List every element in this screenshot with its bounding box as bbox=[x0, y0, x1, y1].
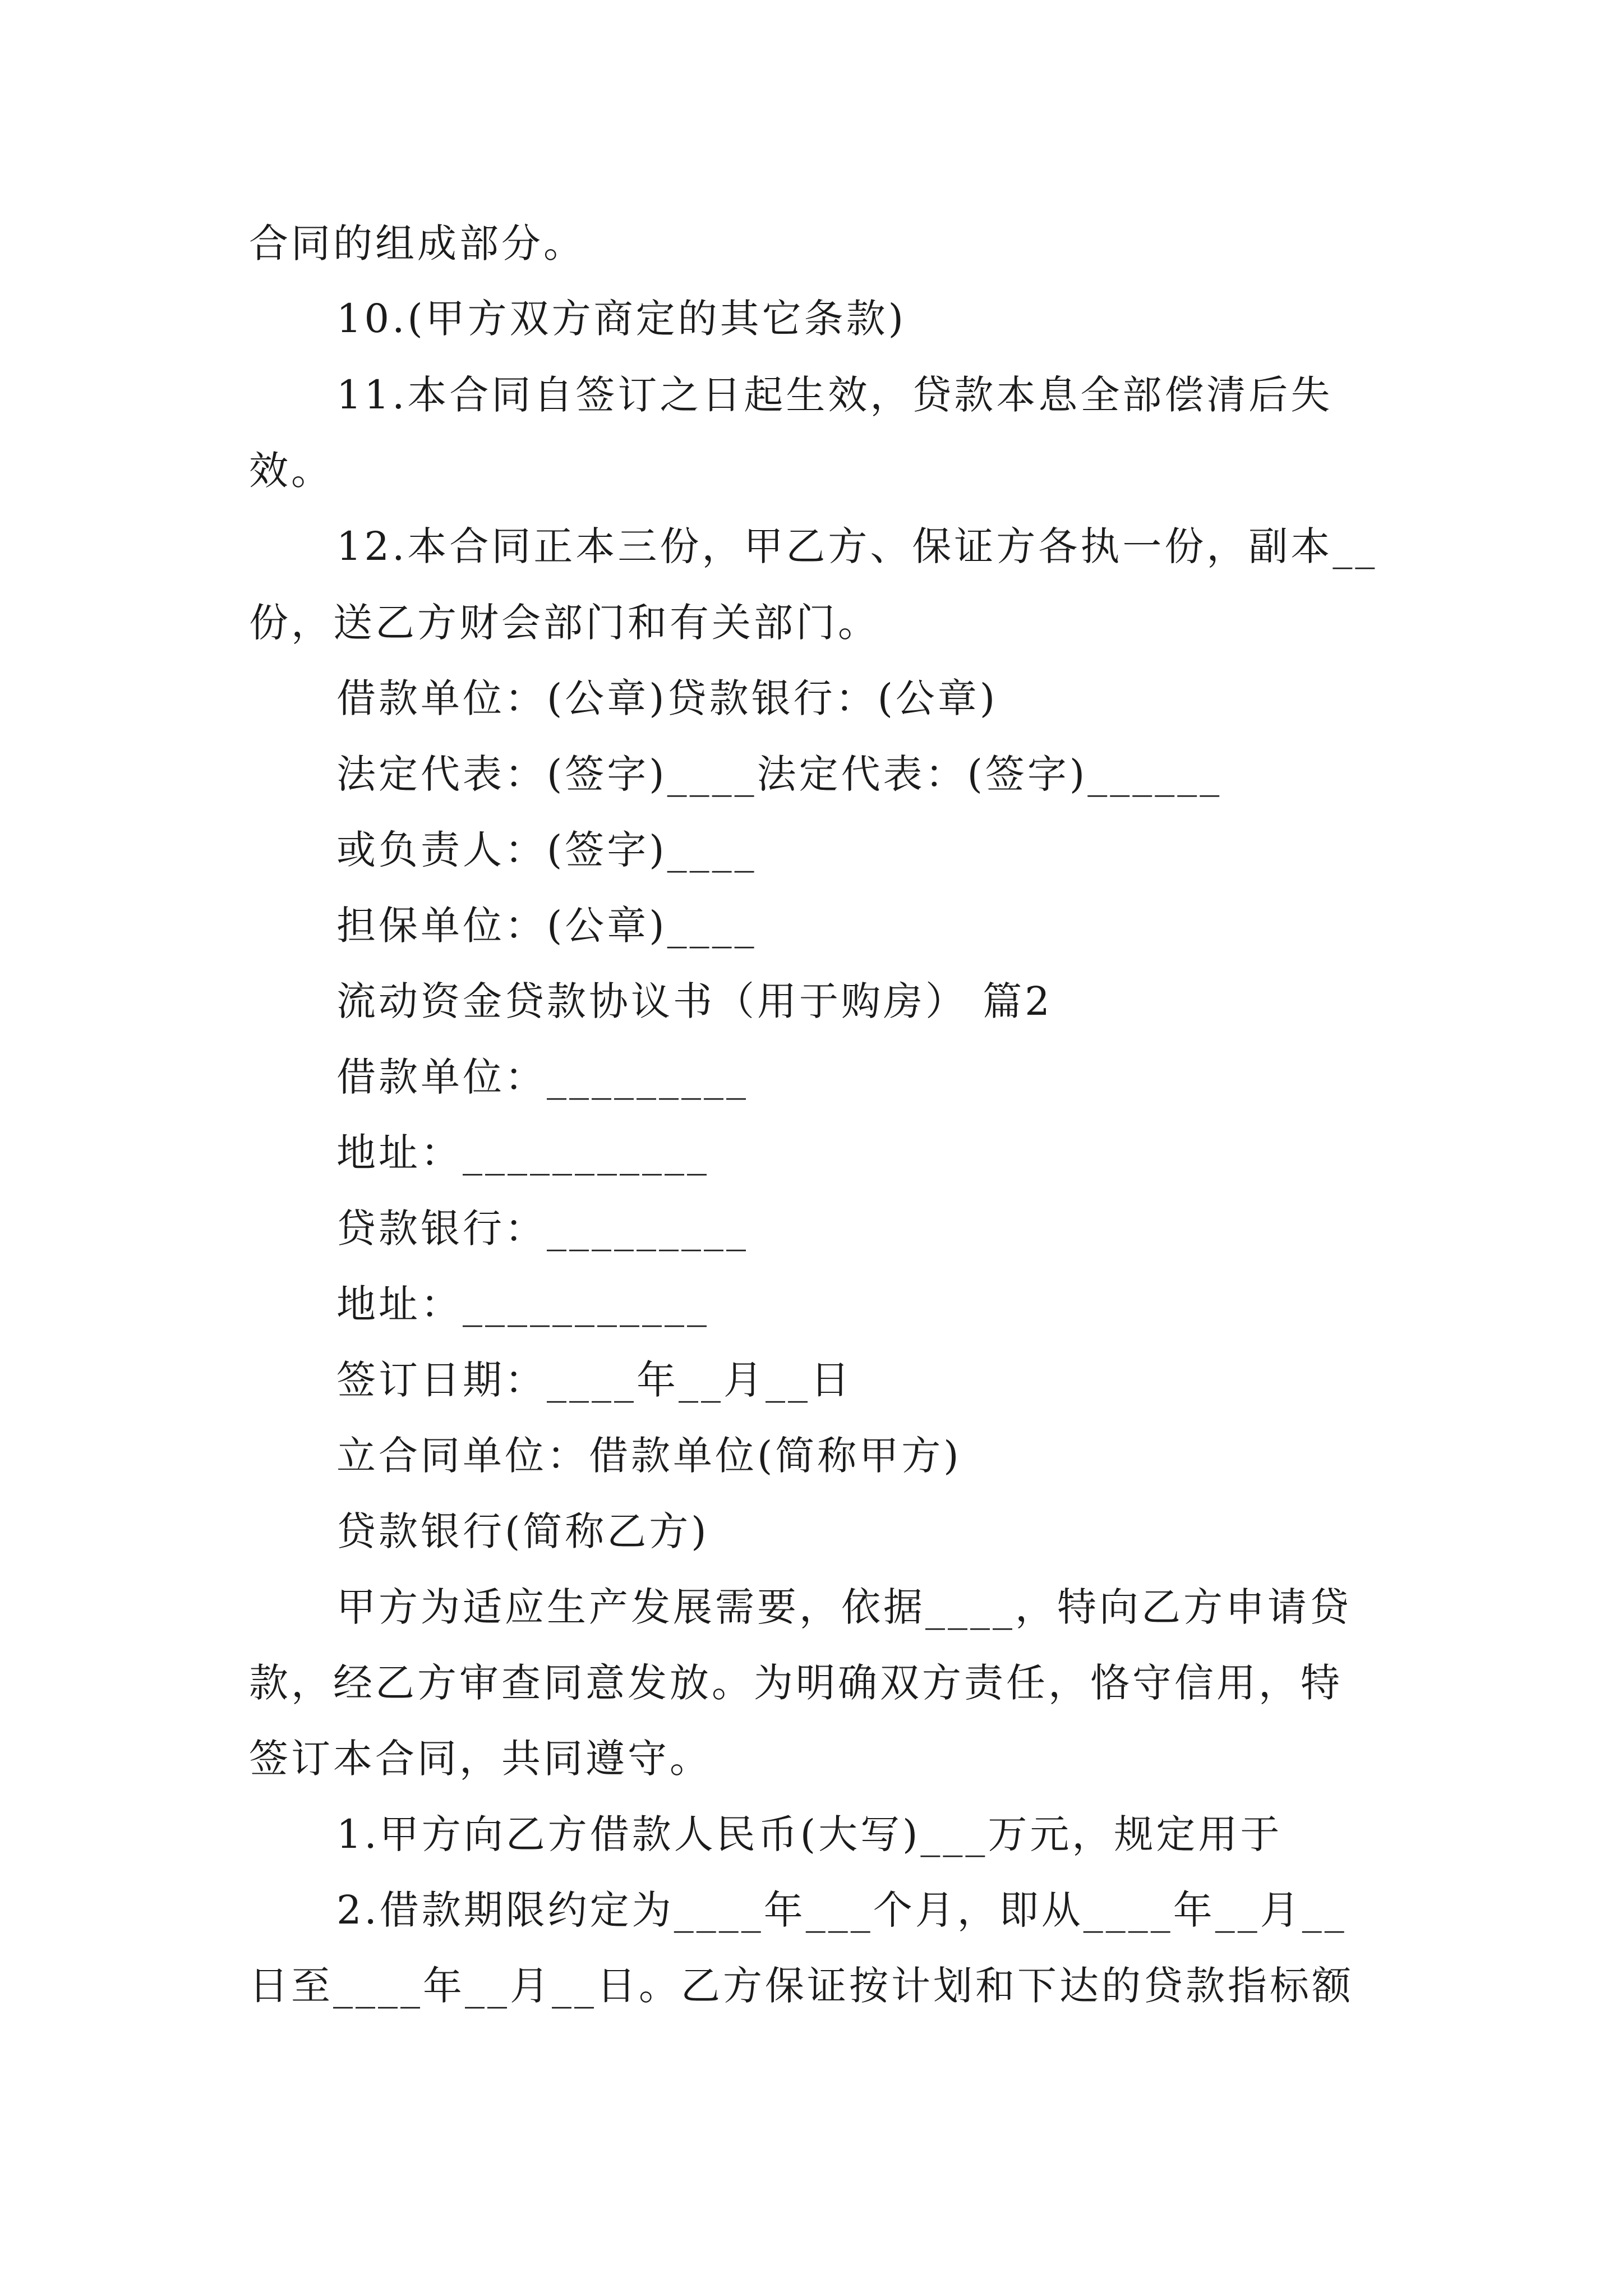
text-line: 地址：___________ bbox=[336, 1130, 709, 1176]
text-line: 10.(甲方双方商定的其它条款) bbox=[336, 296, 906, 342]
text-line: 12.本合同正本三份，甲乙方、保证方各执一份，副本__ bbox=[336, 523, 1378, 569]
text-line: 签订日期：____年__月__日 bbox=[336, 1357, 852, 1403]
text-line: 担保单位：(公章)____ bbox=[336, 903, 757, 949]
text-line: 法定代表：(签字)____法定代表：(签字)______ bbox=[336, 751, 1223, 797]
text-line: 签订本合同，共同遵守。 bbox=[249, 1736, 712, 1782]
text-line: 2.借款期限约定为____年___个月，即从____年__月__ bbox=[336, 1887, 1347, 1933]
text-line: 效。 bbox=[249, 448, 333, 494]
text-line: 1.甲方向乙方借款人民币(大写)___万元，规定用于 bbox=[336, 1811, 1283, 1857]
text-line: 合同的组成部分。 bbox=[249, 220, 585, 266]
text-line: 立合同单位：借款单位(简称甲方) bbox=[336, 1433, 962, 1479]
section-heading: 流动资金贷款协议书（用于购房） 篇2 bbox=[336, 978, 1053, 1024]
text-line: 借款单位：_________ bbox=[336, 1054, 749, 1100]
text-line: 份，送乙方财会部门和有关部门。 bbox=[249, 600, 880, 646]
text-line: 借款单位：(公章)贷款银行：(公章) bbox=[336, 675, 998, 721]
text-line: 贷款银行：_________ bbox=[336, 1205, 749, 1251]
text-line: 甲方为适应生产发展需要，依据____，特向乙方申请贷 bbox=[336, 1584, 1352, 1630]
text-line: 款，经乙方审查同意发放。为明确双方责任，恪守信用，特 bbox=[249, 1660, 1343, 1706]
text-line: 11.本合同自签订之日起生效，贷款本息全部偿清后失 bbox=[336, 372, 1333, 418]
text-line: 或负责人：(签字)____ bbox=[336, 827, 757, 873]
text-line: 日至____年__月__日。乙方保证按计划和下达的贷款指标额 bbox=[249, 1963, 1354, 2009]
text-line: 贷款银行(简称乙方) bbox=[336, 1508, 709, 1554]
text-line: 地址：___________ bbox=[336, 1281, 709, 1327]
